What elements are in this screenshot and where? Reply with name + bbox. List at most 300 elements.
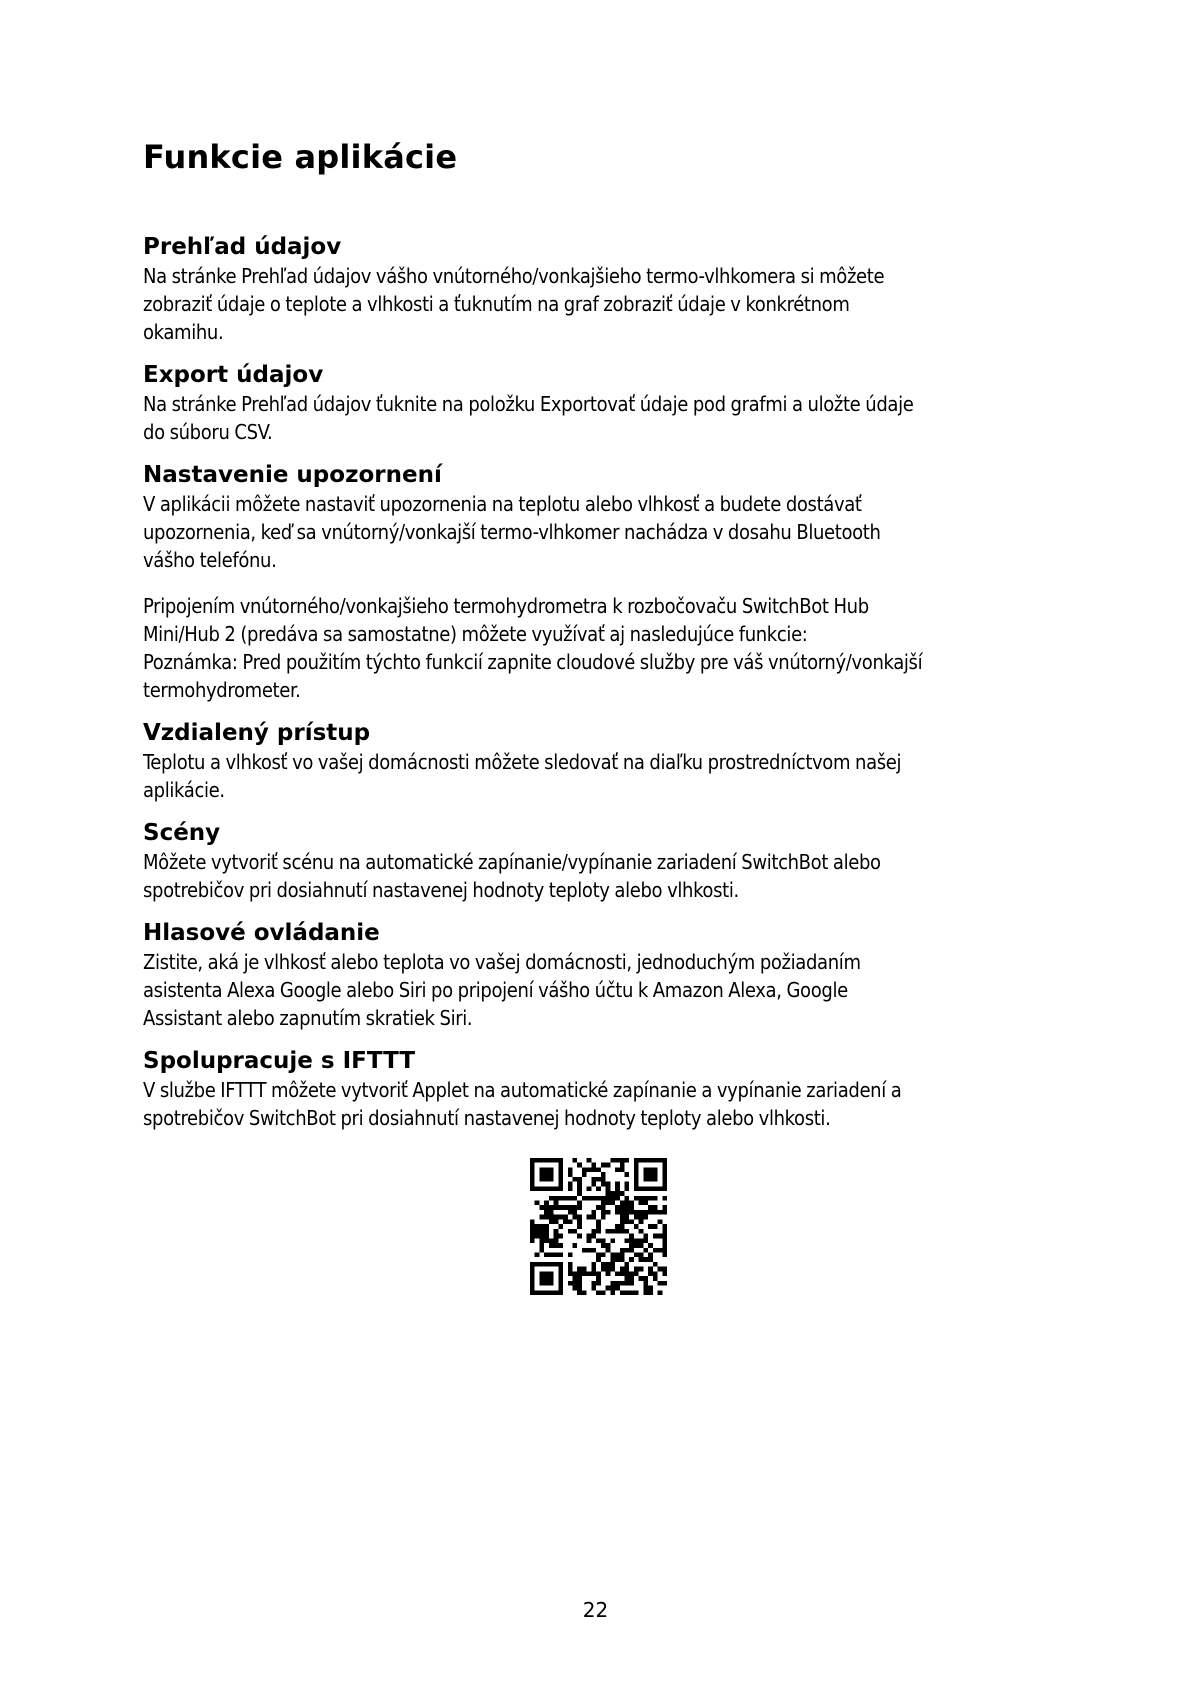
qr-module xyxy=(634,1163,639,1168)
qr-module xyxy=(606,1271,611,1276)
qr-module xyxy=(535,1158,540,1163)
qr-module xyxy=(606,1191,611,1196)
qr-module xyxy=(596,1205,601,1210)
qr-module xyxy=(596,1219,601,1224)
qr-module xyxy=(591,1262,596,1267)
qr-module xyxy=(535,1262,540,1267)
qr-module xyxy=(624,1281,629,1286)
qr-module xyxy=(549,1210,554,1215)
qr-module xyxy=(539,1276,544,1281)
qr-module xyxy=(620,1158,625,1163)
qr-module xyxy=(573,1271,578,1276)
qr-module xyxy=(549,1276,554,1281)
qr-module xyxy=(582,1196,587,1201)
qr-module xyxy=(535,1234,540,1239)
qr-module xyxy=(596,1224,601,1229)
qr-module xyxy=(530,1172,535,1177)
qr-module xyxy=(596,1257,601,1262)
qr-module xyxy=(535,1186,540,1191)
qr-module xyxy=(643,1234,648,1239)
section-data-export xyxy=(143,360,1063,446)
qr-module xyxy=(610,1257,615,1262)
qr-module xyxy=(620,1167,625,1172)
qr-module xyxy=(624,1219,629,1224)
qr-module xyxy=(582,1290,587,1295)
qr-module xyxy=(587,1215,592,1220)
qr-module xyxy=(549,1252,554,1257)
qr-module xyxy=(624,1215,629,1220)
qr-module xyxy=(535,1290,540,1295)
section-remote-access xyxy=(143,718,1063,804)
qr-module xyxy=(658,1267,663,1272)
qr-module xyxy=(643,1210,648,1215)
qr-module xyxy=(648,1205,653,1210)
qr-module xyxy=(615,1186,620,1191)
qr-module xyxy=(530,1224,535,1229)
qr-module xyxy=(643,1186,648,1191)
qr-module xyxy=(554,1229,559,1234)
qr-module xyxy=(653,1205,658,1210)
qr-module xyxy=(662,1248,667,1253)
qr-module xyxy=(530,1267,535,1272)
qr-module xyxy=(610,1191,615,1196)
qr-module xyxy=(648,1243,653,1248)
qr-module xyxy=(530,1286,535,1291)
page-title: Funkcie aplikácie xyxy=(143,138,458,176)
section-body: Môžete vytvoriť scénu na automatické zapínanie/vypínanie zariadení SwitchBot alebo spotrebičov pri dosiahnutí nastavenej hodnoty teploty alebo vlhkosti. xyxy=(143,850,881,903)
qr-module xyxy=(573,1210,578,1215)
qr-module xyxy=(591,1281,596,1286)
qr-module xyxy=(563,1219,568,1224)
qr-module xyxy=(639,1257,644,1262)
qr-module xyxy=(634,1243,639,1248)
qr-module xyxy=(629,1248,634,1253)
qr-module xyxy=(544,1262,549,1267)
qr-module xyxy=(662,1167,667,1172)
qr-module xyxy=(554,1196,559,1201)
qr-module xyxy=(591,1215,596,1220)
qr-module xyxy=(643,1286,648,1291)
qr-module xyxy=(563,1196,568,1201)
qr-module xyxy=(624,1276,629,1281)
qr-module xyxy=(629,1201,634,1206)
qr-module xyxy=(662,1224,667,1229)
qr-module xyxy=(554,1238,559,1243)
qr-module xyxy=(558,1172,563,1177)
qr-module xyxy=(549,1271,554,1276)
qr-module xyxy=(662,1196,667,1201)
qr-module xyxy=(601,1252,606,1257)
qr-module xyxy=(662,1267,667,1272)
qr-module xyxy=(653,1234,658,1239)
qr-module xyxy=(658,1219,663,1224)
qr-module xyxy=(558,1167,563,1172)
qr-module xyxy=(615,1271,620,1276)
qr-module xyxy=(573,1276,578,1281)
qr-module xyxy=(634,1238,639,1243)
qr-module xyxy=(587,1158,592,1163)
qr-module xyxy=(624,1229,629,1234)
qr-module xyxy=(620,1205,625,1210)
qr-module xyxy=(606,1196,611,1201)
qr-module xyxy=(643,1257,648,1262)
qr-module xyxy=(639,1238,644,1243)
qr-module xyxy=(544,1281,549,1286)
qr-module xyxy=(643,1167,648,1172)
qr-module xyxy=(643,1290,648,1295)
qr-module xyxy=(539,1186,544,1191)
qr-module xyxy=(554,1252,559,1257)
qr-module xyxy=(558,1281,563,1286)
qr-module xyxy=(558,1196,563,1201)
qr-module xyxy=(582,1167,587,1172)
qr-module xyxy=(620,1191,625,1196)
qr-module xyxy=(568,1262,573,1267)
qr-module xyxy=(639,1276,644,1281)
qr-module xyxy=(615,1158,620,1163)
qr-module xyxy=(549,1290,554,1295)
qr-module xyxy=(544,1177,549,1182)
section-body: Na stránke Prehľad údajov vášho vnútorného/vonkajšieho termo-vlhkomera si môžete zobraziť údaje o teplote a vlhkosti a ťuknutím na graf zobraziť údaje v konkrétnom okamihu. xyxy=(143,264,885,345)
qr-module xyxy=(662,1210,667,1215)
qr-module xyxy=(530,1186,535,1191)
qr-module xyxy=(591,1234,596,1239)
qr-module xyxy=(610,1267,615,1272)
qr-module xyxy=(620,1252,625,1257)
qr-module xyxy=(549,1281,554,1286)
qr-module xyxy=(648,1172,653,1177)
qr-module xyxy=(653,1210,658,1215)
qr-module xyxy=(558,1243,563,1248)
qr-module xyxy=(601,1172,606,1177)
qr-module xyxy=(601,1215,606,1220)
qr-module xyxy=(596,1290,601,1295)
qr-module xyxy=(601,1267,606,1272)
qr-module xyxy=(662,1163,667,1168)
qr-module xyxy=(591,1167,596,1172)
qr-module xyxy=(639,1158,644,1163)
qr-module xyxy=(615,1210,620,1215)
qr-module xyxy=(563,1205,568,1210)
qr-module xyxy=(549,1167,554,1172)
qr-module xyxy=(577,1205,582,1210)
qr-module xyxy=(587,1196,592,1201)
qr-module xyxy=(658,1248,663,1253)
qr-module xyxy=(620,1215,625,1220)
qr-module xyxy=(558,1182,563,1187)
qr-module xyxy=(530,1238,535,1243)
qr-module xyxy=(554,1262,559,1267)
qr-module xyxy=(544,1229,549,1234)
qr-module xyxy=(624,1271,629,1276)
section-heading: Prehľad údajov xyxy=(143,234,342,261)
qr-module xyxy=(643,1158,648,1163)
qr-module xyxy=(606,1243,611,1248)
qr-module xyxy=(554,1205,559,1210)
section-scenes xyxy=(143,818,1063,904)
qr-module xyxy=(577,1219,582,1224)
qr-module xyxy=(544,1205,549,1210)
qr-module xyxy=(544,1271,549,1276)
qr-module xyxy=(658,1234,663,1239)
qr-module xyxy=(624,1248,629,1253)
qr-module xyxy=(639,1215,644,1220)
qr-module xyxy=(577,1267,582,1272)
qr-module xyxy=(606,1229,611,1234)
page-content xyxy=(143,138,1063,1146)
qr-module xyxy=(658,1210,663,1215)
hub-note-paragraph: Pripojením vnútorného/vonkajšieho termohydrometra k rozbočovaču SwitchBot Hub Mini/Hub 2 (predáva sa samostatne) môžete využívať aj nasledujúce funkcie: Poznámka: Pred použitím týchto funkcií zapnite cloudové služby pre váš vnútorný/vonkajší termohydrometer. xyxy=(143,594,923,703)
qr-module xyxy=(606,1248,611,1253)
qr-module xyxy=(662,1205,667,1210)
qr-module xyxy=(554,1158,559,1163)
qr-module xyxy=(620,1163,625,1168)
qr-module xyxy=(558,1215,563,1220)
section-alert-settings xyxy=(143,460,1063,574)
qr-module xyxy=(606,1163,611,1168)
qr-module xyxy=(530,1158,535,1163)
qr-module xyxy=(549,1172,554,1177)
qr-module xyxy=(558,1177,563,1182)
qr-module xyxy=(615,1167,620,1172)
qr-module xyxy=(629,1281,634,1286)
qr-module xyxy=(648,1196,653,1201)
qr-module xyxy=(662,1186,667,1191)
qr-module xyxy=(629,1290,634,1295)
qr-module xyxy=(601,1205,606,1210)
qr-module xyxy=(577,1163,582,1168)
qr-module xyxy=(610,1229,615,1234)
qr-module xyxy=(624,1210,629,1215)
qr-module xyxy=(620,1281,625,1286)
qr-module xyxy=(539,1229,544,1234)
qr-module xyxy=(596,1229,601,1234)
qr-module xyxy=(577,1271,582,1276)
qr-module xyxy=(653,1186,658,1191)
qr-module xyxy=(639,1186,644,1191)
qr-module xyxy=(577,1290,582,1295)
qr-module xyxy=(658,1158,663,1163)
qr-module xyxy=(568,1205,573,1210)
qr-module xyxy=(643,1281,648,1286)
qr-module xyxy=(629,1219,634,1224)
qr-module xyxy=(577,1191,582,1196)
qr-module xyxy=(558,1290,563,1295)
qr-module xyxy=(610,1238,615,1243)
qr-module xyxy=(648,1224,653,1229)
qr-module xyxy=(530,1290,535,1295)
qr-module xyxy=(539,1172,544,1177)
qr-module xyxy=(549,1262,554,1267)
qr-module xyxy=(648,1290,653,1295)
qr-module xyxy=(539,1290,544,1295)
qr-module xyxy=(615,1257,620,1262)
qr-module xyxy=(610,1201,615,1206)
qr-module xyxy=(558,1262,563,1267)
qr-module xyxy=(587,1238,592,1243)
qr-module xyxy=(587,1167,592,1172)
qr-module xyxy=(643,1172,648,1177)
qr-module xyxy=(549,1196,554,1201)
qr-module xyxy=(639,1229,644,1234)
qr-module xyxy=(620,1201,625,1206)
qr-code-icon xyxy=(530,1158,667,1295)
qr-module xyxy=(601,1238,606,1243)
qr-module xyxy=(544,1167,549,1172)
qr-module xyxy=(530,1262,535,1267)
qr-module xyxy=(601,1177,606,1182)
qr-module xyxy=(591,1286,596,1291)
qr-module xyxy=(539,1234,544,1239)
qr-module xyxy=(568,1271,573,1276)
qr-module xyxy=(653,1177,658,1182)
qr-module xyxy=(653,1196,658,1201)
qr-module xyxy=(620,1267,625,1272)
qr-module xyxy=(582,1248,587,1253)
qr-module xyxy=(554,1201,559,1206)
qr-module xyxy=(530,1276,535,1281)
qr-module xyxy=(530,1219,535,1224)
qr-module xyxy=(653,1172,658,1177)
qr-module xyxy=(539,1271,544,1276)
qr-module xyxy=(610,1290,615,1295)
qr-module xyxy=(648,1177,653,1182)
qr-module xyxy=(624,1158,629,1163)
qr-module xyxy=(648,1186,653,1191)
qr-module xyxy=(596,1186,601,1191)
qr-module xyxy=(615,1191,620,1196)
qr-module xyxy=(639,1267,644,1272)
qr-module xyxy=(577,1177,582,1182)
qr-module xyxy=(596,1196,601,1201)
qr-module xyxy=(535,1201,540,1206)
qr-module xyxy=(643,1196,648,1201)
qr-module xyxy=(549,1186,554,1191)
qr-module xyxy=(554,1215,559,1220)
qr-module xyxy=(658,1281,663,1286)
qr-module xyxy=(648,1210,653,1215)
qr-module xyxy=(539,1243,544,1248)
qr-module xyxy=(662,1158,667,1163)
qr-module xyxy=(620,1257,625,1262)
qr-module xyxy=(573,1281,578,1286)
qr-module xyxy=(554,1234,559,1239)
qr-module xyxy=(535,1229,540,1234)
qr-module xyxy=(624,1290,629,1295)
qr-module xyxy=(653,1248,658,1253)
qr-module xyxy=(544,1234,549,1239)
qr-module xyxy=(643,1177,648,1182)
qr-module xyxy=(530,1177,535,1182)
qr-module xyxy=(643,1215,648,1220)
qr-module xyxy=(653,1271,658,1276)
qr-module xyxy=(648,1271,653,1276)
qr-module xyxy=(577,1201,582,1206)
qr-module xyxy=(568,1210,573,1215)
qr-module xyxy=(554,1186,559,1191)
qr-module xyxy=(568,1182,573,1187)
qr-module xyxy=(558,1286,563,1291)
qr-module xyxy=(573,1286,578,1291)
qr-module xyxy=(643,1201,648,1206)
qr-module xyxy=(549,1205,554,1210)
qr-module xyxy=(539,1205,544,1210)
qr-module xyxy=(587,1271,592,1276)
qr-module xyxy=(582,1267,587,1272)
qr-module xyxy=(539,1167,544,1172)
qr-module xyxy=(568,1172,573,1177)
qr-module xyxy=(634,1271,639,1276)
qr-module xyxy=(591,1267,596,1272)
qr-module xyxy=(573,1158,578,1163)
section-body: V aplikácii môžete nastaviť upozornenia na teplotu alebo vlhkosť a budete dostávať upozornenia, keď sa vnútorný/vonkajší termo-vlhkomer nachádza v dosahu Bluetooth vášho telefónu. xyxy=(143,492,881,573)
qr-module xyxy=(606,1210,611,1215)
qr-module xyxy=(662,1182,667,1187)
qr-module xyxy=(558,1252,563,1257)
qr-module xyxy=(634,1196,639,1201)
qr-module xyxy=(662,1177,667,1182)
qr-module xyxy=(544,1276,549,1281)
qr-module xyxy=(596,1238,601,1243)
qr-module xyxy=(554,1290,559,1295)
qr-module xyxy=(639,1210,644,1215)
qr-module xyxy=(610,1286,615,1291)
qr-module xyxy=(591,1196,596,1201)
qr-module xyxy=(629,1210,634,1215)
qr-module xyxy=(648,1252,653,1257)
qr-module xyxy=(535,1224,540,1229)
qr-module xyxy=(648,1267,653,1272)
qr-module xyxy=(662,1252,667,1257)
section-ifttt xyxy=(143,1046,1063,1132)
qr-module xyxy=(573,1229,578,1234)
qr-module xyxy=(549,1238,554,1243)
qr-module xyxy=(568,1167,573,1172)
qr-module xyxy=(577,1182,582,1187)
qr-module xyxy=(620,1229,625,1234)
qr-module xyxy=(648,1158,653,1163)
qr-module xyxy=(568,1196,573,1201)
qr-module xyxy=(577,1286,582,1291)
qr-module xyxy=(539,1248,544,1253)
qr-module xyxy=(634,1167,639,1172)
qr-module xyxy=(606,1201,611,1206)
qr-module xyxy=(530,1229,535,1234)
qr-module xyxy=(539,1238,544,1243)
qr-module xyxy=(530,1163,535,1168)
qr-module xyxy=(615,1286,620,1291)
section-body: Na stránke Prehľad údajov ťuknite na položku Exportovať údaje pod grafmi a uložte údaje do súboru CSV. xyxy=(143,392,914,445)
qr-module xyxy=(629,1271,634,1276)
qr-module xyxy=(643,1248,648,1253)
qr-module xyxy=(639,1252,644,1257)
qr-module xyxy=(620,1271,625,1276)
qr-module xyxy=(634,1172,639,1177)
qr-module xyxy=(610,1252,615,1257)
qr-module xyxy=(620,1224,625,1229)
qr-module xyxy=(544,1186,549,1191)
qr-module xyxy=(606,1182,611,1187)
qr-module xyxy=(587,1248,592,1253)
qr-module xyxy=(639,1201,644,1206)
qr-module xyxy=(634,1177,639,1182)
qr-module xyxy=(577,1276,582,1281)
qr-module xyxy=(639,1219,644,1224)
qr-module xyxy=(648,1257,653,1262)
section-heading: Nastavenie upozornení xyxy=(143,462,442,489)
section-heading: Hlasové ovládanie xyxy=(143,920,380,947)
qr-code-graphic xyxy=(530,1158,667,1295)
